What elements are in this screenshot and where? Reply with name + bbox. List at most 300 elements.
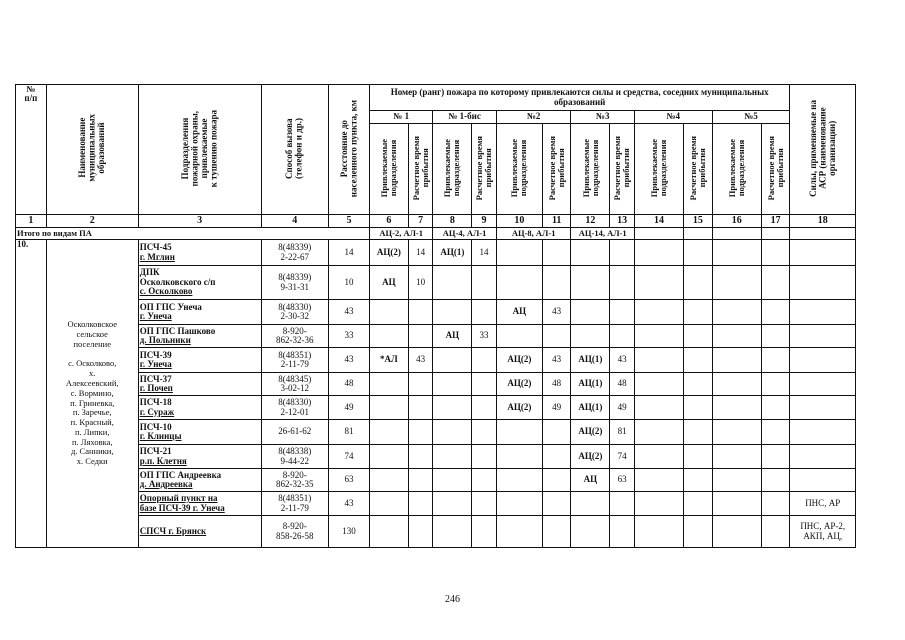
rank2-time	[542, 266, 571, 300]
empty-cell	[761, 240, 790, 266]
rank3-time	[610, 325, 635, 348]
empty-cell	[684, 516, 713, 548]
rank2-units	[496, 240, 542, 266]
rank-1: № 1	[369, 111, 432, 124]
empty-cell	[634, 396, 683, 420]
unit-cell	[138, 325, 261, 348]
rank1bis-time	[472, 492, 497, 516]
asr-forces	[790, 445, 856, 469]
call-method: 8-920- 862-32-35	[261, 469, 329, 492]
table-row	[16, 445, 856, 469]
empty-cell	[634, 325, 683, 348]
totals-label: Итого по видам ПА	[16, 228, 370, 240]
rank1-time: 43	[408, 348, 433, 373]
rank2-units	[496, 445, 542, 469]
unit-name: ПСЧ-18	[139, 397, 172, 408]
rank1bis-time	[472, 445, 497, 469]
empty-cell	[761, 396, 790, 420]
empty-cell	[684, 325, 713, 348]
rank2-units	[496, 469, 542, 492]
rank1-time	[408, 516, 433, 548]
empty-cell	[634, 266, 683, 300]
distance-km: 74	[329, 445, 370, 469]
asr-forces	[790, 348, 856, 373]
empty-cell	[712, 266, 761, 300]
rank3-units	[571, 240, 610, 266]
rank3-units	[571, 266, 610, 300]
empty-cell	[684, 469, 713, 492]
table-row	[16, 240, 856, 266]
table-row	[16, 300, 856, 325]
asr-forces: ПНС, АР-2, АКП, АЦ,	[790, 516, 856, 548]
sub-time-cell	[761, 124, 790, 215]
col-number: 15	[684, 215, 713, 228]
asr-forces: ПНС, АР	[790, 492, 856, 516]
header-call-cell	[261, 85, 329, 215]
rank1-units	[369, 469, 408, 492]
empty-cell	[684, 348, 713, 373]
call-method: 26-61-62	[261, 420, 329, 445]
empty-cell	[634, 516, 683, 548]
call-method: 8(48339) 2-22-67	[261, 240, 329, 266]
rank1-time	[408, 445, 433, 469]
table-row	[16, 266, 856, 300]
table-row	[16, 469, 856, 492]
call-method: 8(48338) 9-44-22	[261, 445, 329, 469]
unit-location: г. Мглин	[139, 251, 175, 262]
municipality-cell	[46, 240, 138, 548]
call-method: 8(48339) 9-31-31	[261, 266, 329, 300]
rank2-time: 49	[542, 396, 571, 420]
empty-cell	[761, 266, 790, 300]
sub-units-cell	[496, 124, 542, 215]
table-row	[16, 348, 856, 373]
total-empty	[712, 228, 761, 240]
column-numbers-row	[16, 215, 856, 228]
sub-time-label: Расчетное время прибытия	[612, 135, 632, 200]
empty-cell	[712, 516, 761, 548]
rank1bis-time: 33	[472, 325, 497, 348]
col-number: 6	[369, 215, 408, 228]
sub-units-cell	[634, 124, 683, 215]
empty-cell	[712, 325, 761, 348]
call-method: 8(48345) 3-02-12	[261, 373, 329, 396]
unit-name: ОП ГПС Унеча	[139, 301, 202, 312]
rank1-time: 10	[408, 266, 433, 300]
unit-cell	[138, 445, 261, 469]
asr-forces	[790, 469, 856, 492]
rank3-time	[610, 240, 635, 266]
empty-cell	[634, 240, 683, 266]
rank1-time	[408, 469, 433, 492]
settlements-list: с. Осколково, х. Алексеевский, с. Вормино, п. Гриневка, п. Заречье, п. Красный, п. Липки, п. Ляховка, д. Санники, х. Седки	[65, 358, 119, 467]
rank3-units: АЦ	[571, 469, 610, 492]
rank1bis-time	[472, 469, 497, 492]
rank3-units: АЦ(1)	[571, 348, 610, 373]
rank1-time	[408, 300, 433, 325]
total-empty	[634, 228, 683, 240]
rank1-units: АЦ(2)	[369, 240, 408, 266]
municipality-title: Осколковское сельское поселение	[67, 319, 117, 349]
rank2-time	[542, 420, 571, 445]
section-number: 10.	[16, 240, 47, 548]
rank1bis-units	[433, 348, 472, 373]
rank3-time	[610, 516, 635, 548]
asr-forces	[790, 396, 856, 420]
col-number: 5	[329, 215, 370, 228]
unit-name: ПСЧ-39	[139, 349, 172, 360]
rank1bis-time	[472, 516, 497, 548]
asr-forces	[790, 300, 856, 325]
distance-km: 43	[329, 492, 370, 516]
rank1bis-time	[472, 348, 497, 373]
distance-km: 81	[329, 420, 370, 445]
empty-cell	[712, 373, 761, 396]
distance-km: 10	[329, 266, 370, 300]
distance-km: 43	[329, 348, 370, 373]
empty-cell	[761, 516, 790, 548]
rank3-units: АЦ(2)	[571, 420, 610, 445]
rank3-units: АЦ(2)	[571, 445, 610, 469]
unit-name: ОП ГПС Пашково	[139, 325, 216, 336]
rank2-time: 48	[542, 373, 571, 396]
rank3-units	[571, 492, 610, 516]
table-body	[16, 240, 856, 548]
rank1-units	[369, 325, 408, 348]
rank2-units	[496, 516, 542, 548]
empty-cell	[712, 396, 761, 420]
unit-location: г. Унеча	[139, 359, 172, 369]
unit-location: с. Осколково	[139, 286, 193, 297]
call-method: 8(48351) 2-11-79	[261, 492, 329, 516]
unit-location: г. Унеча	[139, 311, 172, 321]
sub-units-cell	[571, 124, 610, 215]
empty-cell	[684, 492, 713, 516]
rank1-units	[369, 300, 408, 325]
empty-cell	[684, 373, 713, 396]
unit-name: ПСЧ-21	[139, 446, 172, 457]
rank1-units	[369, 420, 408, 445]
rank3-time	[610, 266, 635, 300]
rank2-units: АЦ	[496, 300, 542, 325]
rank3-time: 43	[610, 348, 635, 373]
total-empty	[761, 228, 790, 240]
empty-cell	[634, 300, 683, 325]
empty-cell	[712, 492, 761, 516]
col-number: 3	[138, 215, 261, 228]
rank3-time: 81	[610, 420, 635, 445]
col-number: 16	[712, 215, 761, 228]
sub-units-label: Привлекаемые подразделения	[509, 138, 529, 197]
rank1bis-time	[472, 373, 497, 396]
table-row	[16, 492, 856, 516]
sub-units-label: Привлекаемые подразделения	[649, 138, 668, 197]
rank1bis-units	[433, 445, 472, 469]
rank2-units: АЦ(2)	[496, 373, 542, 396]
rank3-units: АЦ(1)	[571, 396, 610, 420]
header-name: Наименование муниципальных образований	[77, 114, 106, 183]
unit-cell	[138, 420, 261, 445]
header-call: Способ вызова (телефон и др.)	[284, 117, 304, 179]
sub-time-label: Расчетное время прибытия	[410, 135, 430, 200]
rank2-time	[542, 445, 571, 469]
distance-km: 63	[329, 469, 370, 492]
header-forces-cell	[790, 85, 856, 215]
rank3-units: АЦ(1)	[571, 373, 610, 396]
distance-km: 33	[329, 325, 370, 348]
rank1-time	[408, 373, 433, 396]
header-units-cell	[138, 85, 261, 215]
col-number: 8	[433, 215, 472, 228]
rank3-units	[571, 325, 610, 348]
sub-units-label: Привлекаемые подразделения	[726, 138, 746, 197]
rank1bis-time: 14	[472, 240, 497, 266]
rank3-time: 48	[610, 373, 635, 396]
sub-time-label: Расчетное время прибытия	[474, 135, 494, 200]
unit-name: ПСЧ-37	[139, 373, 172, 384]
col-number: 10	[496, 215, 542, 228]
sub-units-label: Привлекаемые подразделения	[378, 138, 398, 197]
table-row	[16, 420, 856, 445]
rank1bis-time	[472, 300, 497, 325]
rank-5: №5	[712, 111, 790, 124]
header-dist: Расстояние до населенного пункта, км	[338, 99, 358, 197]
rank2-time	[542, 325, 571, 348]
rank1bis-units	[433, 396, 472, 420]
rank1-units	[369, 516, 408, 548]
empty-cell	[684, 445, 713, 469]
table-row	[16, 325, 856, 348]
empty-cell	[712, 445, 761, 469]
distance-km: 49	[329, 396, 370, 420]
distance-km: 43	[329, 300, 370, 325]
sub-units-label: Привлекаемые подразделения	[580, 138, 600, 197]
rank2-units	[496, 266, 542, 300]
total-rank-1bis: АЦ-4, АЛ-1	[433, 228, 496, 240]
page-number: 246	[445, 594, 460, 605]
empty-cell	[684, 266, 713, 300]
rank1bis-units: АЦ	[433, 325, 472, 348]
empty-cell	[712, 240, 761, 266]
empty-cell	[761, 300, 790, 325]
unit-name: СПСЧ г. Брянск	[139, 525, 207, 536]
empty-cell	[634, 492, 683, 516]
col-number: 18	[790, 215, 856, 228]
unit-cell	[138, 240, 261, 266]
rank-1bis: № 1-бис	[433, 111, 496, 124]
rank1bis-units	[433, 516, 472, 548]
rank2-units	[496, 492, 542, 516]
call-method: 8(48351) 2-11-79	[261, 348, 329, 373]
unit-cell	[138, 516, 261, 548]
rank1-units	[369, 373, 408, 396]
total-empty	[684, 228, 713, 240]
header-forces: Силы, применяемые на АСР (наименование организации)	[807, 99, 837, 197]
header-num: № п/п	[16, 85, 47, 215]
rank3-units	[571, 516, 610, 548]
rank1-time	[408, 492, 433, 516]
empty-cell	[712, 420, 761, 445]
rank1-units: АЦ	[369, 266, 408, 300]
asr-forces	[790, 420, 856, 445]
sub-time-label: Расчетное время прибытия	[687, 135, 707, 200]
rank2-time	[542, 516, 571, 548]
unit-cell	[138, 492, 261, 516]
empty-cell	[634, 373, 683, 396]
empty-cell	[684, 396, 713, 420]
rank1-time	[408, 325, 433, 348]
col-number: 7	[408, 215, 433, 228]
call-method: 8(48330) 2-12-01	[261, 396, 329, 420]
header-rank-title: Номер (ранг) пожара по которому привлекаются силы и средства, соседних муниципальных образований	[369, 85, 789, 111]
rank2-units: АЦ(2)	[496, 348, 542, 373]
rank1bis-units	[433, 492, 472, 516]
rank2-time	[542, 492, 571, 516]
sub-time-cell	[610, 124, 635, 215]
unit-name: ОП ГПС Андреевка	[139, 469, 222, 480]
distance-km: 14	[329, 240, 370, 266]
total-rank-3: АЦ-14, АЛ-1	[571, 228, 634, 240]
empty-cell	[684, 240, 713, 266]
unit-cell	[138, 300, 261, 325]
rank2-time	[542, 469, 571, 492]
rank3-time: 63	[610, 469, 635, 492]
rank3-time	[610, 300, 635, 325]
header-units: Подразделения пожарной охраны, привлекаемые к тушению пожара	[179, 109, 219, 187]
table-row	[16, 373, 856, 396]
total-rank-2: АЦ-8, АЛ-1	[496, 228, 571, 240]
unit-name: Опорный пункт на базе ПСЧ-39 г. Унеча	[139, 493, 225, 513]
empty-cell	[761, 445, 790, 469]
unit-name: ПСЧ-45	[139, 242, 172, 253]
rank1-units	[369, 492, 408, 516]
unit-location: г. Сураж	[139, 406, 175, 417]
table-row	[16, 516, 856, 548]
sub-units-cell	[712, 124, 761, 215]
rank-3: №3	[571, 111, 634, 124]
col-number: 17	[761, 215, 790, 228]
empty-cell	[761, 420, 790, 445]
empty-cell	[684, 420, 713, 445]
col-number: 13	[610, 215, 635, 228]
rank3-time	[610, 492, 635, 516]
empty-cell	[634, 445, 683, 469]
unit-cell	[138, 348, 261, 373]
rank2-units	[496, 420, 542, 445]
empty-cell	[634, 420, 683, 445]
col-number: 14	[634, 215, 683, 228]
empty-cell	[761, 469, 790, 492]
col-number: 11	[542, 215, 571, 228]
empty-cell	[712, 469, 761, 492]
sub-time-label: Расчетное время прибытия	[546, 135, 566, 200]
empty-cell	[634, 469, 683, 492]
sub-time-cell	[408, 124, 433, 215]
unit-name: ПСЧ-10	[139, 421, 172, 432]
rank1-units: *АЛ	[369, 348, 408, 373]
unit-cell	[138, 396, 261, 420]
rank1bis-time	[472, 396, 497, 420]
col-number: 2	[46, 215, 138, 228]
rank1bis-units	[433, 420, 472, 445]
table-row	[16, 396, 856, 420]
empty-cell	[761, 325, 790, 348]
sub-units-cell	[369, 124, 408, 215]
rank1-time	[408, 420, 433, 445]
call-method: 8(48330) 2-30-32	[261, 300, 329, 325]
rank1-time: 14	[408, 240, 433, 266]
empty-cell	[684, 300, 713, 325]
rank3-time: 74	[610, 445, 635, 469]
header-name-cell	[46, 85, 138, 215]
empty-cell	[761, 492, 790, 516]
sub-time-label: Расчетное время прибытия	[765, 135, 785, 200]
call-method: 8-920- 862-32-36	[261, 325, 329, 348]
rank-2: №2	[496, 111, 571, 124]
rank1bis-time	[472, 266, 497, 300]
unit-location: г. Клинцы	[139, 431, 182, 441]
rank2-time: 43	[542, 300, 571, 325]
total-rank-1: АЦ-2, АЛ-1	[369, 228, 432, 240]
rank3-time: 49	[610, 396, 635, 420]
distance-km: 130	[329, 516, 370, 548]
call-method: 8-920- 858-26-58	[261, 516, 329, 548]
unit-cell	[138, 266, 261, 300]
rank1-time	[408, 396, 433, 420]
rank1bis-units	[433, 300, 472, 325]
rank2-units	[496, 325, 542, 348]
rank2-units: АЦ(2)	[496, 396, 542, 420]
sub-time-cell	[472, 124, 497, 215]
empty-cell	[712, 348, 761, 373]
col-number: 4	[261, 215, 329, 228]
rank1bis-units: АЦ(1)	[433, 240, 472, 266]
unit-cell	[138, 469, 261, 492]
rank1bis-units	[433, 373, 472, 396]
col-number: 1	[16, 215, 47, 228]
rank1-units	[369, 396, 408, 420]
unit-location: г. Почеп	[139, 383, 173, 393]
unit-location: д. Польники	[139, 335, 191, 345]
asr-forces	[790, 266, 856, 300]
asr-forces	[790, 373, 856, 396]
unit-cell	[138, 373, 261, 396]
empty-cell	[634, 348, 683, 373]
rank-4: №4	[634, 111, 712, 124]
rank1bis-units	[433, 469, 472, 492]
header-dist-cell	[329, 85, 370, 215]
rank1bis-time	[472, 420, 497, 445]
forces-table	[15, 84, 856, 548]
unit-location: р.п. Клетня	[139, 455, 187, 466]
rank1-units	[369, 445, 408, 469]
empty-cell	[761, 373, 790, 396]
total-empty	[790, 228, 856, 240]
sub-time-cell	[542, 124, 571, 215]
sub-units-cell	[433, 124, 472, 215]
rank3-units	[571, 300, 610, 325]
unit-location: д. Андреевка	[139, 479, 193, 489]
col-number: 12	[571, 215, 610, 228]
sub-units-label: Привлекаемые подразделения	[442, 138, 462, 197]
unit-name: ДПК Осколковского с/п	[139, 267, 216, 287]
empty-cell	[712, 300, 761, 325]
rank2-time	[542, 240, 571, 266]
col-number: 9	[472, 215, 497, 228]
sub-time-cell	[684, 124, 713, 215]
asr-forces	[790, 325, 856, 348]
rank2-time: 43	[542, 348, 571, 373]
